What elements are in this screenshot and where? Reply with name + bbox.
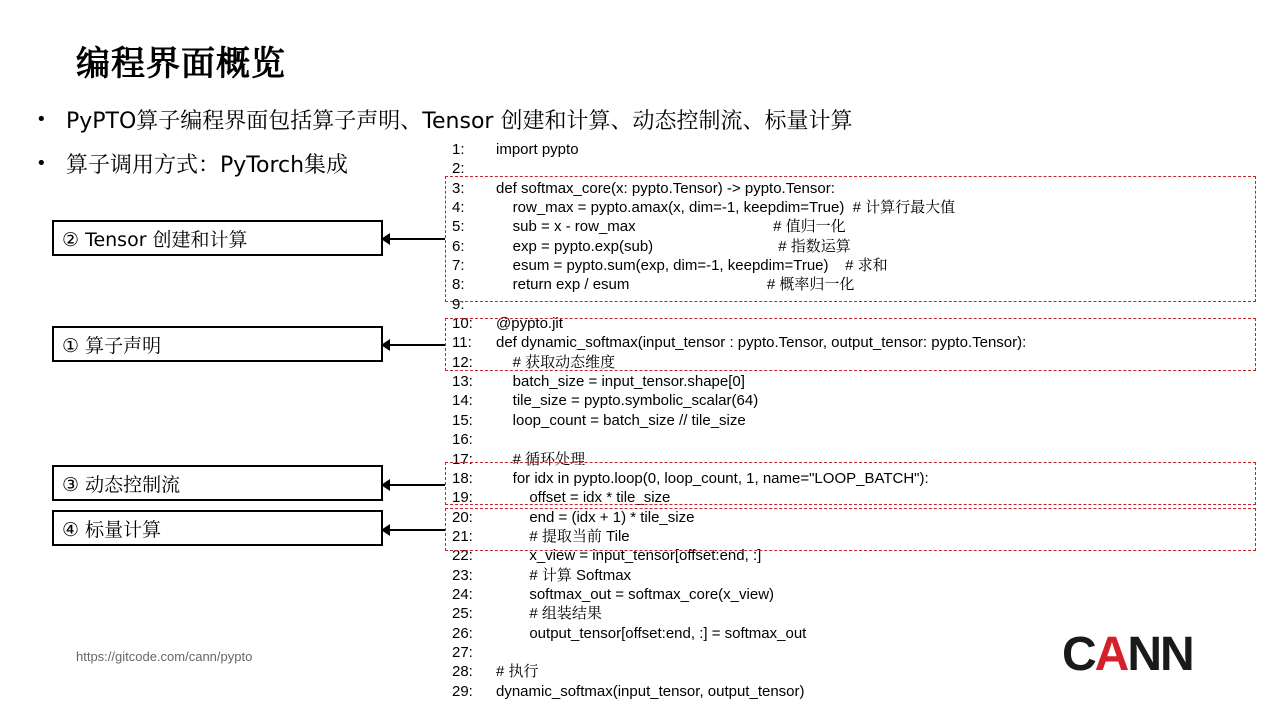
code-line bbox=[452, 604, 1026, 623]
line-number: 14: bbox=[452, 392, 473, 410]
code-text: # 获取动态维度 bbox=[496, 353, 616, 371]
code-text: offset = idx * tile_size bbox=[496, 489, 671, 507]
bullet-item bbox=[36, 148, 348, 179]
label-scalar-compute: ④ 标量计算 bbox=[52, 510, 383, 546]
line-number: 13: bbox=[452, 373, 473, 391]
code-line bbox=[452, 624, 1026, 643]
line-number: 24: bbox=[452, 585, 473, 603]
line-number: 2: bbox=[452, 160, 465, 178]
line-number: 23: bbox=[452, 566, 473, 584]
source-url: https://gitcode.com/cann/pypto bbox=[76, 649, 253, 664]
label-dynamic-control-flow: ③ 动态控制流 bbox=[52, 465, 383, 501]
code-text: softmax_out = softmax_core(x_view) bbox=[496, 585, 775, 603]
code-line bbox=[452, 566, 1026, 585]
code-text: end = (idx + 1) * tile_size bbox=[496, 508, 695, 526]
code-text: row_max = pypto.amax(x, dim=-1, keepdim=True) # 计算行最大值 bbox=[496, 199, 956, 217]
line-number: 8: bbox=[452, 276, 465, 294]
highlight-operator-declaration bbox=[445, 318, 1256, 371]
highlight-tensor-compute bbox=[445, 176, 1256, 302]
line-number: 4: bbox=[452, 199, 465, 217]
arrow-left-icon bbox=[383, 238, 445, 240]
code-text: def softmax_core(x: pypto.Tensor) -> pypto.Tensor: bbox=[496, 179, 835, 197]
code-line bbox=[452, 391, 1026, 410]
code-text: output_tensor[offset:end, :] = softmax_out bbox=[496, 624, 807, 642]
arrow-left-icon bbox=[383, 344, 445, 346]
line-number: 28: bbox=[452, 663, 473, 681]
highlight-dynamic-control-flow bbox=[445, 462, 1256, 505]
arrow-left-icon bbox=[383, 484, 445, 486]
line-number: 20: bbox=[452, 508, 473, 526]
line-number: 26: bbox=[452, 624, 473, 642]
bullet-dot: • bbox=[36, 109, 47, 130]
code-text: dynamic_softmax(input_tensor, output_tensor) bbox=[496, 682, 805, 700]
line-number: 29: bbox=[452, 682, 473, 700]
bullet-item bbox=[36, 104, 852, 135]
code-line bbox=[452, 430, 1026, 449]
code-text: import pypto bbox=[496, 141, 579, 158]
code-text: return exp / esum # 概率归一化 bbox=[496, 276, 855, 294]
code-text: for idx in pypto.loop(0, loop_count, 1, name="LOOP_BATCH"): bbox=[496, 469, 929, 487]
cann-logo bbox=[1060, 626, 1205, 680]
logo-text: CANN bbox=[1062, 628, 1193, 676]
line-number: 17: bbox=[452, 450, 473, 468]
line-number: 19: bbox=[452, 489, 473, 507]
code-text: x_view = input_tensor[offset:end, :] bbox=[496, 547, 762, 565]
line-number: 10: bbox=[452, 315, 473, 333]
code-text: # 计算 Softmax bbox=[496, 566, 632, 584]
line-number: 7: bbox=[452, 257, 465, 275]
code-text: # 组装结果 bbox=[496, 605, 602, 623]
line-number: 21: bbox=[452, 527, 473, 545]
code-text: @pypto.jit bbox=[496, 315, 563, 333]
label-operator-declaration: ① 算子声明 bbox=[52, 326, 383, 362]
code-line bbox=[452, 411, 1026, 430]
line-number: 27: bbox=[452, 643, 473, 661]
code-text: batch_size = input_tensor.shape[0] bbox=[496, 373, 745, 391]
line-number: 18: bbox=[452, 469, 473, 487]
code-line bbox=[452, 140, 1026, 159]
line-number: 22: bbox=[452, 547, 473, 565]
line-number: 6: bbox=[452, 237, 465, 255]
code-text: esum = pypto.sum(exp, dim=-1, keepdim=True) # 求和 bbox=[496, 257, 888, 275]
code-text: # 提取当前 Tile bbox=[496, 527, 630, 545]
line-number: 5: bbox=[452, 218, 465, 236]
page-title: 编程界面概览 bbox=[76, 44, 286, 84]
code-line bbox=[452, 643, 1026, 662]
highlight-scalar-compute bbox=[445, 508, 1256, 551]
code-line bbox=[452, 585, 1026, 604]
code-line bbox=[452, 682, 1026, 701]
code-text: def dynamic_softmax(input_tensor : pypto.Tensor, output_tensor: pypto.Tensor): bbox=[496, 334, 1027, 352]
code-line bbox=[452, 372, 1026, 391]
code-text: sub = x - row_max # 值归一化 bbox=[496, 218, 846, 236]
line-number: 16: bbox=[452, 431, 473, 449]
bullet-dot: • bbox=[36, 153, 47, 174]
bullet-text: PyPTO算子编程界面包括算子声明、Tensor 创建和计算、动态控制流、标量计算 bbox=[66, 109, 853, 134]
line-number: 12: bbox=[452, 353, 473, 371]
arrow-left-icon bbox=[383, 529, 445, 531]
line-number: 3: bbox=[452, 179, 465, 197]
code-text: loop_count = batch_size // tile_size bbox=[496, 411, 746, 429]
code-text: # 执行 bbox=[496, 663, 539, 681]
line-number: 11: bbox=[452, 334, 472, 352]
code-text: # 循环处理 bbox=[496, 450, 586, 468]
line-number: 1: bbox=[452, 141, 465, 158]
label-tensor-compute: ② Tensor 创建和计算 bbox=[52, 220, 383, 256]
code-text: exp = pypto.exp(sub) # 指数运算 bbox=[496, 237, 851, 255]
line-number: 15: bbox=[452, 411, 473, 429]
bullet-text: 算子调用方式：PyTorch集成 bbox=[66, 153, 349, 178]
line-number: 9: bbox=[452, 295, 465, 313]
code-text: tile_size = pypto.symbolic_scalar(64) bbox=[496, 392, 759, 410]
code-line bbox=[452, 662, 1026, 681]
line-number: 25: bbox=[452, 605, 473, 623]
